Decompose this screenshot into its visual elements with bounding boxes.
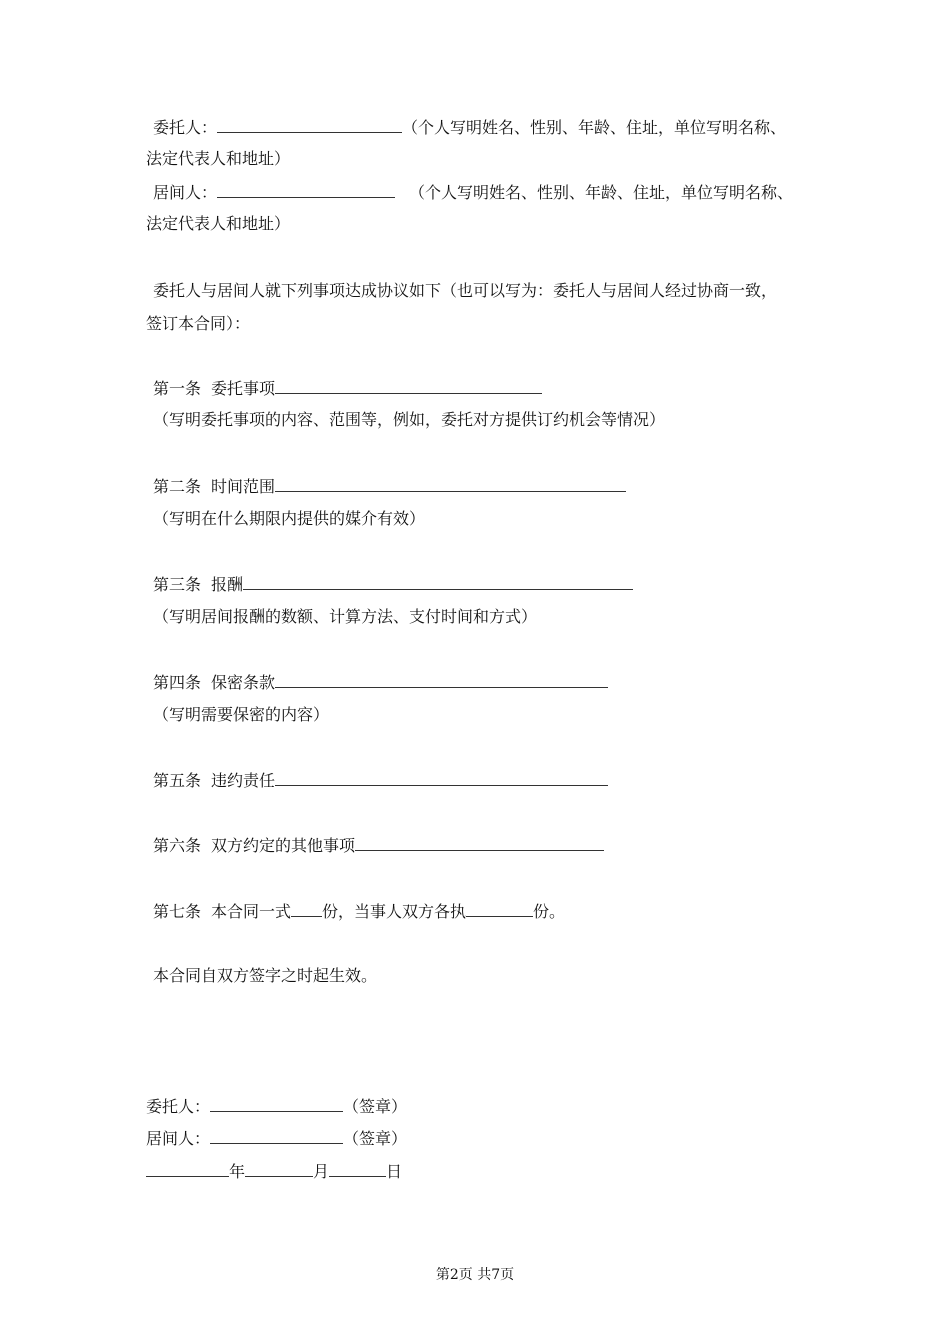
article-title: 报酬 [211,575,244,594]
signature-label: 居间人： [146,1129,211,1148]
month-label: 月 [313,1162,330,1181]
page-number: 第2页 共7页 [435,1267,515,1283]
effective-clause: 本合同自双方签字之时起生效。 [153,966,378,985]
broker-signature-blank[interactable] [210,1127,343,1144]
broker-line [153,181,793,204]
article-3-blank[interactable] [243,573,633,590]
article-5-blank[interactable] [275,769,608,786]
broker-blank[interactable] [217,181,395,198]
article-title: 双方约定的其他事项 [211,836,356,855]
intro-line-1: 委托人与居间人就下列事项达成协议如下（也可以写为：委托人与居间人经过协商一致， [153,281,778,300]
article-2-blank[interactable] [275,475,626,492]
principal-signature-blank[interactable] [210,1095,343,1112]
day-blank[interactable] [329,1160,386,1177]
article-4 [153,671,608,694]
article-1-blank[interactable] [275,377,542,394]
seal-note: （签章） [343,1097,408,1116]
signature-label: 委托人： [146,1097,211,1116]
article-title: 时间范围 [211,477,276,496]
article-3-note: （写明居间报酬的数额、计算方法、支付时间和方式） [153,607,538,626]
broker-note: （个人写明姓名、性别、年龄、住址，单位写明名称、 [409,183,794,202]
article-num: 第五条 [153,771,202,790]
month-blank[interactable] [245,1160,313,1177]
article-4-note: （写明需要保密的内容） [153,705,330,724]
article-1-note: （写明委托事项的内容、范围等，例如，委托对方提供订约机会等情况） [153,410,666,429]
article-6 [153,834,604,857]
broker-signature [146,1127,407,1150]
broker-label: 居间人： [153,183,218,202]
date-line [146,1160,402,1183]
article-2 [153,475,626,498]
year-blank[interactable] [146,1160,229,1177]
article-5 [153,769,608,792]
article-title: 违约责任 [211,771,276,790]
article-2-note: （写明在什么期限内提供的媒介有效） [153,509,426,528]
article-7-part2: 份，当事人双方各执 [322,902,467,921]
article-num: 第四条 [153,673,202,692]
article-7-part3: 份。 [533,902,566,921]
article-title: 委托事项 [211,379,276,398]
principal-label: 委托人： [153,118,218,137]
article-num: 第六条 [153,836,202,855]
principal-note-cont: 法定代表人和地址） [146,149,291,168]
article-num: 第一条 [153,379,202,398]
principal-note: （个人写明姓名、性别、年龄、住址，单位写明名称、 [402,118,787,137]
article-num: 第七条 [153,902,202,921]
article-7-part1: 本合同一式 [211,902,292,921]
principal-signature [146,1095,407,1118]
principal-blank[interactable] [217,116,402,133]
year-label: 年 [229,1162,246,1181]
article-3 [153,573,633,596]
copies-total-blank[interactable] [291,900,322,917]
day-label: 日 [386,1162,403,1181]
broker-note-cont: 法定代表人和地址） [146,214,291,233]
article-1 [153,377,542,400]
article-4-blank[interactable] [275,671,608,688]
copies-each-blank[interactable] [466,900,533,917]
principal-line [153,116,786,139]
article-num: 第二条 [153,477,202,496]
article-title: 保密条款 [211,673,276,692]
article-7 [153,900,565,923]
seal-note: （签章） [343,1129,408,1148]
intro-line-2: 签订本合同）： [146,314,251,333]
article-num: 第三条 [153,575,202,594]
article-6-blank[interactable] [355,834,604,851]
